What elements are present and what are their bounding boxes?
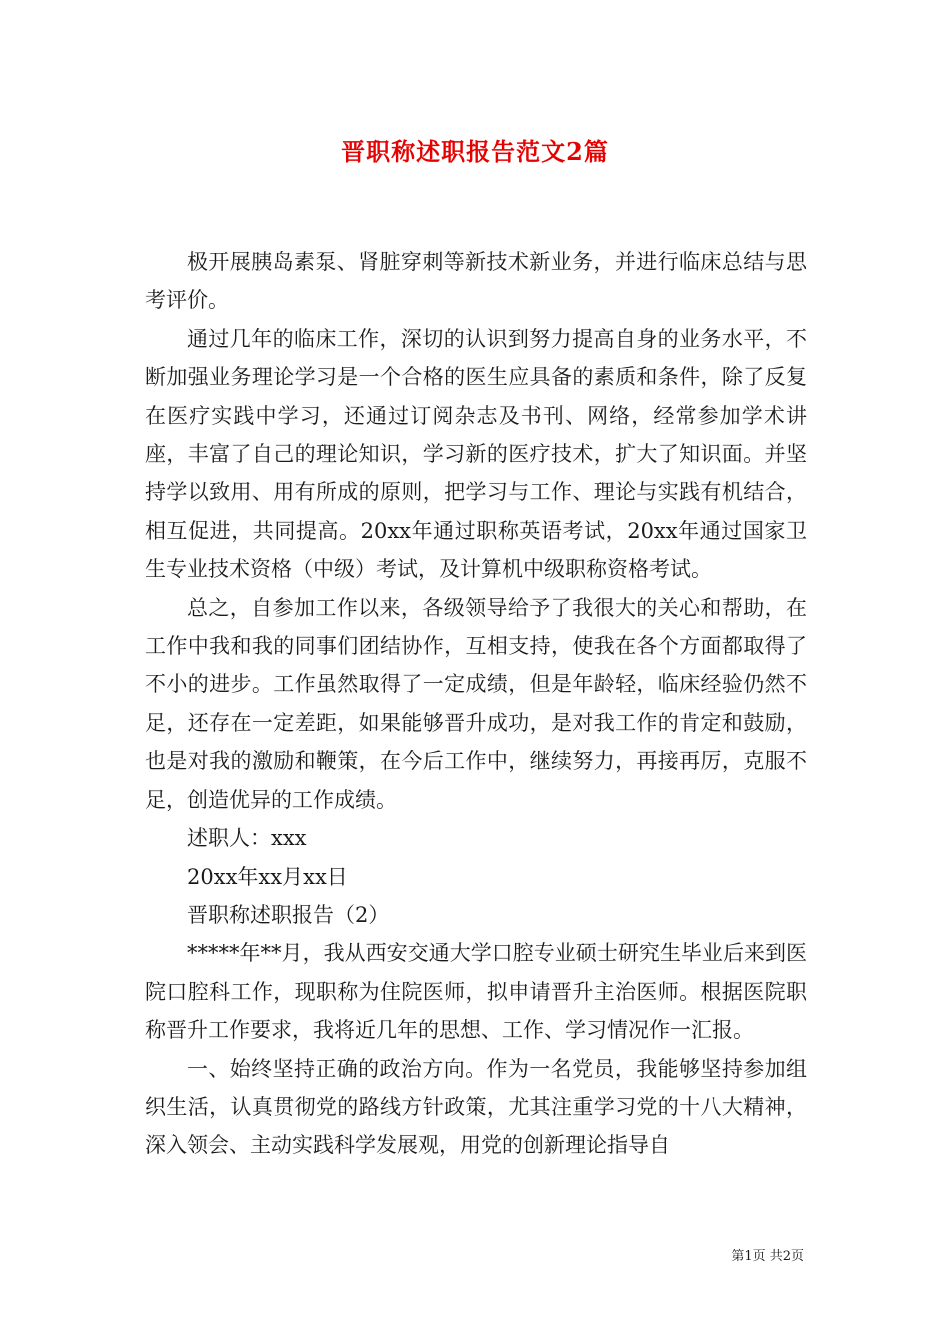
signature-line: 述职人：xxx: [187, 826, 307, 851]
document-body: [145, 243, 807, 1165]
date-line: 20xx年xx月xx日: [187, 864, 348, 889]
paragraph-2: 通过几年的临床工作，深切的认识到努力提高自身的业务水平，不断加强业务理论学习是一个合格的医生应具备的素质和条件，除了反复在医疗实践中学习，还通过订阅杂志及书刊、网络，经常参加学术讲座，丰富了自己的理论知识，学习新的医疗技术，扩大了知识面。并坚持学以致用、用有所成的原则，把学习与工作、理论与实践有机结合，相互促进，共同提高。20xx年通过职称英语考试，20xx年通过国家卫生专业技术资格（中级）考试，及计算机中级职称资格考试。: [145, 326, 807, 582]
paragraph-4: *****年**月，我从西安交通大学口腔专业硕士研究生毕业后来到医院口腔科工作，现职称为住院医师，拟申请晋升主治医师。根据医院职称晋升工作要求，我将近几年的思想、工作、学习情况作一汇报。: [145, 941, 807, 1043]
document-title: 晋职称述职报告范文2篇: [341, 137, 609, 166]
paragraph-5: 一、始终坚持正确的政治方向。作为一名党员，我能够坚持参加组织生活，认真贯彻党的路线方针政策，尤其注重学习党的十八大精神，深入领会、主动实践科学发展观，用党的创新理论指导自: [145, 1056, 807, 1158]
paragraph-1: 极开展胰岛素泵、肾脏穿刺等新技术新业务，并进行临床总结与思考评价。: [145, 250, 807, 313]
paragraph-3: 总之，自参加工作以来，各级领导给予了我很大的关心和帮助，在工作中我和我的同事们团结协作，互相支持，使我在各个方面都取得了不小的进步。工作虽然取得了一定成绩，但是年龄轻，临床经验仍然不足，还存在一定差距，如果能够晋升成功，是对我工作的肯定和鼓励，也是对我的激励和鞭策，在今后工作中，继续努力，再接再厉，克服不足，创造优异的工作成绩。: [145, 595, 807, 812]
section-heading: 晋职称述职报告（2）: [187, 902, 390, 927]
page-number: 第1页 共2页: [731, 1249, 804, 1264]
